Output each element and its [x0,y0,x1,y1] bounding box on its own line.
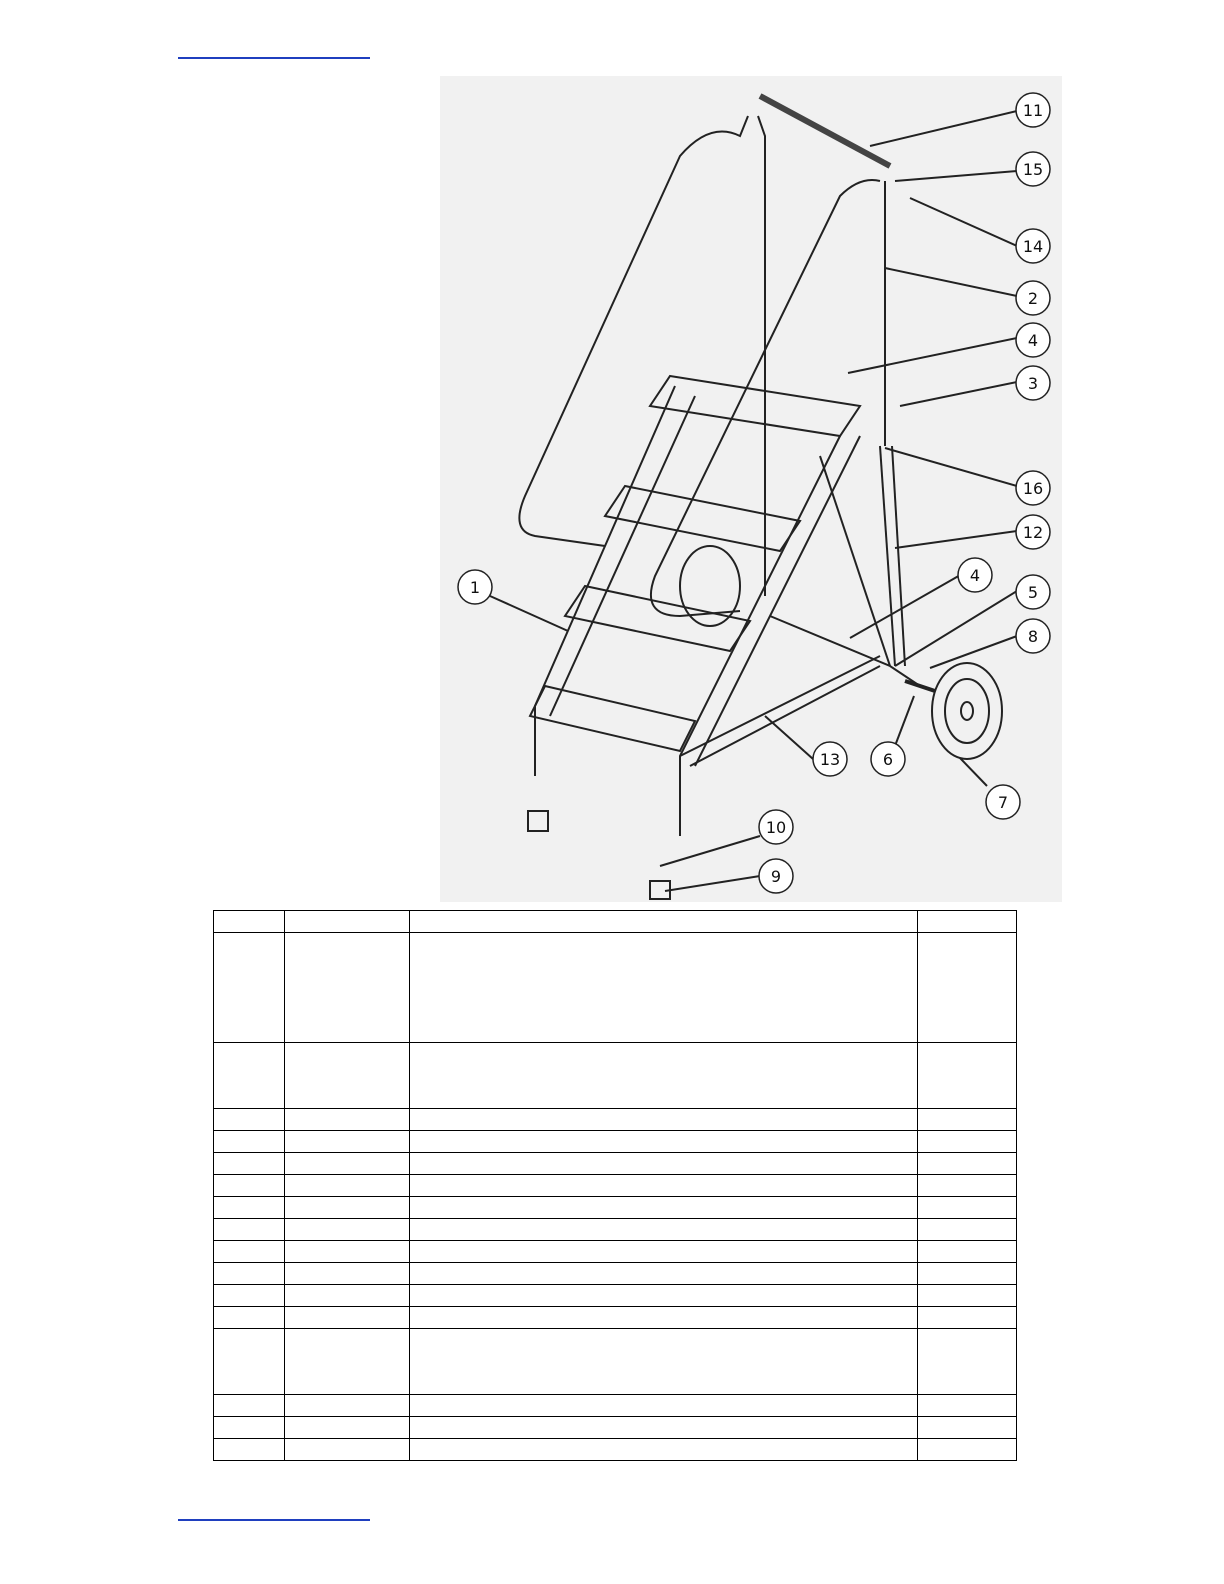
callout-8: 8 [1027,627,1039,646]
table-cell [214,911,285,933]
table-cell [410,933,918,1043]
table-cell [214,1329,285,1395]
table-cell [918,933,1017,1043]
table-row [214,1263,1017,1285]
table-cell [918,1439,1017,1461]
table-cell [410,1395,918,1417]
ladder-drawing-svg [440,76,1062,902]
callout-3: 3 [1027,374,1039,393]
table-row [214,1043,1017,1109]
callout-11: 11 [1022,101,1044,120]
table-cell [214,933,285,1043]
table-cell [410,1043,918,1109]
table-cell [918,1285,1017,1307]
table-cell [410,1197,918,1219]
table-cell [410,1263,918,1285]
table-cell [918,1197,1017,1219]
table-cell [285,1263,410,1285]
table-row [214,1153,1017,1175]
table-row [214,933,1017,1043]
table-header-row [214,911,1017,933]
table-cell [410,1329,918,1395]
callout-12: 12 [1022,523,1044,542]
parts-list-table [213,910,1017,1461]
callout-5: 5 [1027,583,1039,602]
table-cell [918,1263,1017,1285]
table-row [214,1175,1017,1197]
table-cell [285,1395,410,1417]
table-cell [410,911,918,933]
table-cell [214,1439,285,1461]
table-cell [214,1285,285,1307]
table-cell [285,1241,410,1263]
table-cell [410,1285,918,1307]
callout-9: 9 [770,867,782,886]
callout-2: 2 [1027,289,1039,308]
table-cell [918,1109,1017,1131]
table-cell [285,1043,410,1109]
callout-14: 14 [1022,237,1044,256]
table-cell [918,1153,1017,1175]
table-row [214,1439,1017,1461]
table-cell [918,911,1017,933]
table-row [214,1329,1017,1395]
table-cell [285,1307,410,1329]
table-row [214,1241,1017,1263]
callout-6: 6 [882,750,894,769]
table-cell [918,1329,1017,1395]
table-cell [918,1175,1017,1197]
parts-list-body [214,911,1017,1461]
table-cell [918,1417,1017,1439]
table-row [214,1197,1017,1219]
table-cell [214,1109,285,1131]
table-cell [410,1153,918,1175]
table-cell [410,1219,918,1241]
table-row [214,1395,1017,1417]
table-cell [285,1153,410,1175]
table-cell [918,1307,1017,1329]
callout-7: 7 [997,793,1009,812]
table-row [214,1219,1017,1241]
header-rule [178,57,370,59]
table-cell [214,1219,285,1241]
table-cell [410,1241,918,1263]
callout-4-lower: 4 [969,566,981,585]
table-cell [285,933,410,1043]
table-cell [918,1219,1017,1241]
table-cell [918,1241,1017,1263]
table-cell [285,1219,410,1241]
table-cell [285,1109,410,1131]
callout-15: 15 [1022,160,1044,179]
table-cell [918,1043,1017,1109]
table-cell [410,1109,918,1131]
table-cell [410,1439,918,1461]
callout-16: 16 [1022,479,1044,498]
table-cell [214,1153,285,1175]
exploded-assembly-drawing [440,76,1062,902]
callout-13: 13 [819,750,841,769]
table-cell [918,1395,1017,1417]
table-cell [918,1131,1017,1153]
table-cell [410,1131,918,1153]
table-cell [410,1417,918,1439]
table-cell [214,1395,285,1417]
table-cell [214,1131,285,1153]
table-row [214,1109,1017,1131]
table-cell [410,1307,918,1329]
table-cell [285,1417,410,1439]
table-cell [285,1131,410,1153]
table-cell [214,1175,285,1197]
table-row [214,1131,1017,1153]
table-cell [285,1197,410,1219]
footer-rule [178,1519,370,1521]
table-cell [285,911,410,933]
table-cell [214,1417,285,1439]
table-cell [214,1263,285,1285]
table-cell [214,1307,285,1329]
table-cell [285,1439,410,1461]
table-cell [285,1329,410,1395]
table-row [214,1417,1017,1439]
table-row [214,1307,1017,1329]
table-cell [410,1175,918,1197]
callout-4-upper: 4 [1027,331,1039,350]
callout-1: 1 [469,578,481,597]
table-cell [285,1285,410,1307]
callout-10: 10 [765,818,787,837]
table-cell [214,1241,285,1263]
table-cell [214,1197,285,1219]
table-cell [214,1043,285,1109]
table-row [214,1285,1017,1307]
table-cell [285,1175,410,1197]
